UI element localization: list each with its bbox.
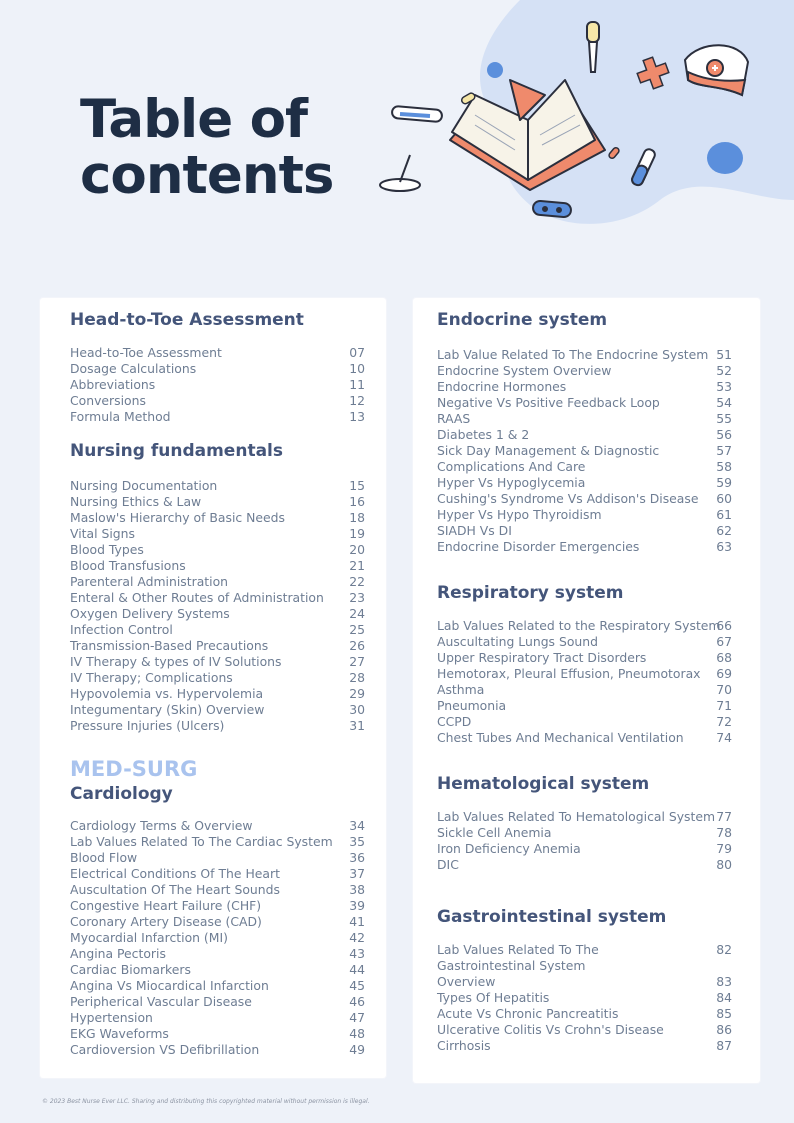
dot-icon — [487, 62, 503, 78]
toc-entry[interactable] — [70, 898, 365, 914]
medical-book-illustration — [370, 0, 794, 240]
toc-entry-page: 71 — [716, 698, 732, 713]
toc-entry-page: 54 — [716, 395, 732, 410]
toc-entry-page: 69 — [716, 666, 732, 681]
toc-entry-label: Blood Types — [70, 542, 144, 557]
toc-entry[interactable] — [437, 666, 732, 682]
toc-entry[interactable] — [437, 411, 732, 427]
toc-entry-label: Head-to-Toe Assessment — [70, 345, 222, 360]
toc-entry-label: Nursing Ethics & Law — [70, 494, 202, 509]
toc-entry[interactable] — [70, 882, 365, 898]
toc-entry-label: Integumentary (Skin) Overview — [70, 702, 265, 717]
toc-entry[interactable] — [70, 670, 365, 686]
toc-entry-page: 42 — [349, 930, 365, 945]
toc-entry[interactable] — [70, 1010, 365, 1026]
toc-entry-label: Congestive Heart Failure (CHF) — [70, 898, 262, 913]
toc-entry-label: Nursing Documentation — [70, 478, 218, 493]
page-title-line-1: Table of — [80, 89, 308, 150]
toc-entry[interactable] — [70, 361, 365, 377]
thermometer-icon — [392, 106, 443, 122]
toc-entry-page: 38 — [349, 882, 365, 897]
toc-entry-label: CCPD — [437, 714, 472, 729]
toc-entry-label: Oxygen Delivery Systems — [70, 606, 230, 621]
toc-entry-label: Gastrointestinal System — [437, 958, 586, 973]
toc-entry-label: Transmission-Based Precautions — [70, 638, 269, 653]
toc-entry-page: 52 — [716, 363, 732, 378]
toc-entry[interactable] — [437, 1006, 732, 1022]
toc-entry-page: 23 — [349, 590, 365, 605]
toc-entry-label: Hyper Vs Hypoglycemia — [437, 475, 586, 490]
toc-entry-page: 12 — [349, 393, 365, 408]
toc-entry[interactable] — [70, 946, 365, 962]
toc-entry-page: 66 — [716, 618, 732, 633]
petri-dish-icon — [380, 155, 420, 191]
toc-entry[interactable] — [437, 730, 732, 746]
toc-entry[interactable] — [437, 714, 732, 730]
toc-entry[interactable] — [70, 914, 365, 930]
toc-entry[interactable] — [70, 526, 365, 542]
toc-entry-page: 67 — [716, 634, 732, 649]
toc-entry[interactable] — [70, 930, 365, 946]
toc-entry[interactable] — [70, 393, 365, 409]
toc-entry-page: 83 — [716, 974, 732, 989]
toc-entry-label: Hyper Vs Hypo Thyroidism — [437, 507, 602, 522]
toc-entry[interactable] — [70, 638, 365, 654]
toc-entry-label: Negative Vs Positive Feedback Loop — [437, 395, 660, 410]
toc-entry-label: DIC — [437, 857, 459, 872]
toc-entry[interactable] — [70, 718, 365, 734]
toc-entry-label: Peripherical Vascular Disease — [70, 994, 252, 1009]
section-heading-respiratory: Respiratory system — [437, 583, 624, 603]
toc-entry-label: Abbreviations — [70, 377, 156, 392]
toc-entry-label: Hemotorax, Pleural Effusion, Pneumotorax — [437, 666, 701, 681]
toc-entry-label: Electrical Conditions Of The Heart — [70, 866, 280, 881]
toc-entry[interactable] — [437, 363, 732, 379]
toc-entry-page: 43 — [349, 946, 365, 961]
toc-entry-page: 29 — [349, 686, 365, 701]
toc-entry-page: 58 — [716, 459, 732, 474]
toc-entry[interactable] — [70, 1026, 365, 1042]
section-heading-gastrointestinal: Gastrointestinal system — [437, 907, 667, 927]
toc-entry-label: Iron Deficiency Anemia — [437, 841, 581, 856]
toc-entry-label: IV Therapy & types of IV Solutions — [70, 654, 282, 669]
toc-entry-label: Dosage Calculations — [70, 361, 197, 376]
toc-entry[interactable] — [70, 409, 365, 425]
toc-entry-page: 63 — [716, 539, 732, 554]
toc-entry-page: 36 — [349, 850, 365, 865]
toc-entry-page: 15 — [349, 478, 365, 493]
toc-entry-label: IV Therapy; Complications — [70, 670, 233, 685]
toc-entry-label: Auscultating Lungs Sound — [437, 634, 598, 649]
toc-entry[interactable] — [70, 1042, 365, 1058]
toc-entry-label: Complications And Care — [437, 459, 586, 474]
toc-entry-page: 35 — [349, 834, 365, 849]
toc-entry-label: Blood Transfusions — [70, 558, 186, 573]
toc-entry[interactable] — [437, 857, 732, 873]
toc-entry[interactable] — [437, 990, 732, 1006]
toc-entry[interactable] — [437, 682, 732, 698]
toc-entry[interactable] — [437, 841, 732, 857]
toc-entry-page: 48 — [349, 1026, 365, 1041]
toc-entry-label: Endocrine Hormones — [437, 379, 567, 394]
toc-entry[interactable] — [70, 558, 365, 574]
toc-entry-label: Acute Vs Chronic Pancreatitis — [437, 1006, 619, 1021]
toc-entry-page: 19 — [349, 526, 365, 541]
toc-entry-label: Coronary Artery Disease (CAD) — [70, 914, 262, 929]
toc-entry[interactable] — [70, 478, 365, 494]
toc-entry-page: 18 — [349, 510, 365, 525]
toc-entry-label: Hypertension — [70, 1010, 153, 1025]
toc-entry-label: Enteral & Other Routes of Administration — [70, 590, 324, 605]
toc-entry[interactable] — [437, 507, 732, 523]
toc-entry-page: 86 — [716, 1022, 732, 1037]
section-heading-nursing-fundamentals: Nursing fundamentals — [70, 441, 283, 461]
toc-entry-label: Lab Values Related to the Respiratory System — [437, 618, 721, 633]
toc-entry-page: 60 — [716, 491, 732, 506]
toc-entry[interactable] — [70, 818, 365, 834]
blob-icon — [707, 142, 743, 174]
toc-entry[interactable] — [437, 1022, 732, 1038]
toc-entry-label: Vital Signs — [70, 526, 135, 541]
toc-entry-page: 59 — [716, 475, 732, 490]
toc-entry-page: 22 — [349, 574, 365, 589]
toc-entry[interactable] — [437, 809, 732, 825]
toc-entry-page: 82 — [716, 942, 732, 957]
toc-entry[interactable] — [70, 345, 365, 361]
section-heading-head-to-toe: Head-to-Toe Assessment — [70, 310, 304, 330]
toc-entry-page: 20 — [349, 542, 365, 557]
toc-entry-page: 21 — [349, 558, 365, 573]
toc-entry-page: 84 — [716, 990, 732, 1005]
toc-entry-page: 39 — [349, 898, 365, 913]
toc-entry-page: 27 — [349, 654, 365, 669]
toc-entry[interactable] — [70, 590, 365, 606]
toc-entry-page: 78 — [716, 825, 732, 840]
toc-entry-page: 34 — [349, 818, 365, 833]
toc-entry-label: Cirrhosis — [437, 1038, 491, 1053]
toc-entry[interactable] — [70, 510, 365, 526]
toc-entry-page: 51 — [716, 347, 732, 362]
toc-entry-label: Cardiac Biomarkers — [70, 962, 191, 977]
toc-entry-label: Infection Control — [70, 622, 173, 637]
toc-entry-label: Hypovolemia vs. Hypervolemia — [70, 686, 264, 701]
toc-entry-page: 87 — [716, 1038, 732, 1053]
toc-entry-label: Sickle Cell Anemia — [437, 825, 552, 840]
toc-entry-page: 16 — [349, 494, 365, 509]
toc-entry-page: 49 — [349, 1042, 365, 1057]
toc-entry-label: Blood Flow — [70, 850, 138, 865]
toc-entry[interactable] — [437, 379, 732, 395]
toc-entry-page: 62 — [716, 523, 732, 538]
toc-entry[interactable] — [437, 459, 732, 475]
section-heading-cardiology: Cardiology — [70, 784, 173, 804]
toc-entry[interactable] — [70, 494, 365, 510]
toc-entry[interactable] — [437, 958, 732, 974]
toc-entry-page: 46 — [349, 994, 365, 1009]
toc-entry-page: 57 — [716, 443, 732, 458]
toc-entry-label: Maslow's Hierarchy of Basic Needs — [70, 510, 285, 525]
toc-entry-label: Angina Vs Miocardical Infarction — [70, 978, 269, 993]
toc-entry-page: 79 — [716, 841, 732, 856]
toc-entry-page: 47 — [349, 1010, 365, 1025]
page-title-line-2: contents — [80, 145, 334, 206]
toc-entry[interactable] — [437, 443, 732, 459]
toc-entry-page: 13 — [349, 409, 365, 424]
toc-entry-page: 26 — [349, 638, 365, 653]
toc-entry-page: 70 — [716, 682, 732, 697]
toc-entry[interactable] — [70, 542, 365, 558]
toc-entry-label: Lab Values Related To The — [437, 942, 599, 957]
toc-entry-page: 72 — [716, 714, 732, 729]
toc-entry[interactable] — [437, 427, 732, 443]
toc-entry[interactable] — [437, 395, 732, 411]
toc-entry[interactable] — [70, 994, 365, 1010]
toc-entry-label: Myocardial Infarction (MI) — [70, 930, 228, 945]
toc-entry[interactable] — [70, 686, 365, 702]
toc-entry-label: Cardioversion VS Defibrillation — [70, 1042, 260, 1057]
toc-entry-page: 07 — [349, 345, 365, 360]
page-title — [80, 89, 334, 206]
toc-entry-label: Overview — [437, 974, 496, 989]
toc-entry-page: 56 — [716, 427, 732, 442]
toc-entry[interactable] — [437, 1038, 732, 1054]
toc-entry-label: Pneumonia — [437, 698, 507, 713]
toc-entry[interactable] — [437, 523, 732, 539]
toc-entry[interactable] — [437, 347, 732, 363]
toc-entry[interactable] — [437, 825, 732, 841]
copyright-footer: © 2023 Best Nurse Ever LLC. Sharing and distributing this copyrighted material without permission is illegal. — [42, 1098, 370, 1105]
toc-entry[interactable] — [437, 942, 732, 958]
toc-entry-page: 24 — [349, 606, 365, 621]
toc-entry-label: Sick Day Management & Diagnostic — [437, 443, 660, 458]
bandage-icon — [532, 200, 571, 217]
toc-entry-label: Upper Respiratory Tract Disorders — [437, 650, 647, 665]
toc-entry-page: 44 — [349, 962, 365, 977]
toc-entry-label: Asthma — [437, 682, 485, 697]
toc-entry[interactable] — [437, 618, 732, 634]
toc-entry-page: 31 — [349, 718, 365, 733]
toc-entry-page: 74 — [716, 730, 732, 745]
toc-entry-page: 30 — [349, 702, 365, 717]
toc-entry-label: Lab Values Related To Hematological System — [437, 809, 716, 824]
toc-entry-label: Lab Values Related To The Cardiac System — [70, 834, 333, 849]
toc-entry-page: 80 — [716, 857, 732, 872]
toc-entry-label: Formula Method — [70, 409, 171, 424]
section-heading-endocrine: Endocrine system — [437, 310, 608, 330]
toc-entry-page: 68 — [716, 650, 732, 665]
toc-entry-label: SIADH Vs DI — [437, 523, 512, 538]
toc-entry[interactable] — [70, 962, 365, 978]
toc-entry[interactable] — [437, 634, 732, 650]
toc-entry-label: Types Of Hepatitis — [437, 990, 550, 1005]
toc-entry[interactable] — [437, 475, 732, 491]
toc-entry[interactable] — [70, 850, 365, 866]
toc-entry-page: 25 — [349, 622, 365, 637]
toc-entry-label: Endocrine System Overview — [437, 363, 612, 378]
toc-entry[interactable] — [437, 539, 732, 555]
toc-entry-label: Endocrine Disorder Emergencies — [437, 539, 640, 554]
toc-entry-page: 28 — [349, 670, 365, 685]
toc-entry-label: Conversions — [70, 393, 146, 408]
toc-entry-label: Parenteral Administration — [70, 574, 229, 589]
toc-entry[interactable] — [437, 650, 732, 666]
toc-entry-page: 85 — [716, 1006, 732, 1021]
toc-entry[interactable] — [437, 974, 732, 990]
toc-entry[interactable] — [70, 377, 365, 393]
toc-entry-label: Ulcerative Colitis Vs Crohn's Disease — [437, 1022, 664, 1037]
toc-entry-label: Pressure Injuries (Ulcers) — [70, 718, 225, 733]
toc-entry[interactable] — [437, 698, 732, 714]
toc-entry-page: 11 — [349, 377, 365, 392]
toc-entry-label: EKG Waveforms — [70, 1026, 169, 1041]
toc-entry-page: 61 — [716, 507, 732, 522]
toc-entry-label: Cardiology Terms & Overview — [70, 818, 253, 833]
section-heading-hematological: Hematological system — [437, 774, 650, 794]
toc-entry-label: Auscultation Of The Heart Sounds — [70, 882, 280, 897]
toc-entry[interactable] — [70, 978, 365, 994]
toc-entry[interactable] — [70, 574, 365, 590]
toc-entry-page: 77 — [716, 809, 732, 824]
toc-entry-label: Diabetes 1 & 2 — [437, 427, 530, 442]
toc-entry-page: 55 — [716, 411, 732, 426]
toc-entry-label: RAAS — [437, 411, 471, 426]
toc-entry-page: 37 — [349, 866, 365, 881]
toc-entry-label: Cushing's Syndrome Vs Addison's Disease — [437, 491, 699, 506]
toc-entry[interactable] — [70, 702, 365, 718]
toc-entry[interactable] — [70, 866, 365, 882]
toc-entry[interactable] — [70, 606, 365, 622]
med-surg-label: MED-SURG — [70, 757, 198, 781]
toc-entry-page: 45 — [349, 978, 365, 993]
toc-entry-page: 41 — [349, 914, 365, 929]
toc-entry-page: 53 — [716, 379, 732, 394]
toc-entry[interactable] — [70, 622, 365, 638]
toc-entry-label: Angina Pectoris — [70, 946, 166, 961]
toc-entry-label: Chest Tubes And Mechanical Ventilation — [437, 730, 684, 745]
toc-entry-label: Lab Value Related To The Endocrine System — [437, 347, 709, 362]
toc-entry[interactable] — [70, 834, 365, 850]
toc-entry[interactable] — [437, 491, 732, 507]
toc-entry-page: 10 — [349, 361, 365, 376]
toc-entry[interactable] — [70, 654, 365, 670]
